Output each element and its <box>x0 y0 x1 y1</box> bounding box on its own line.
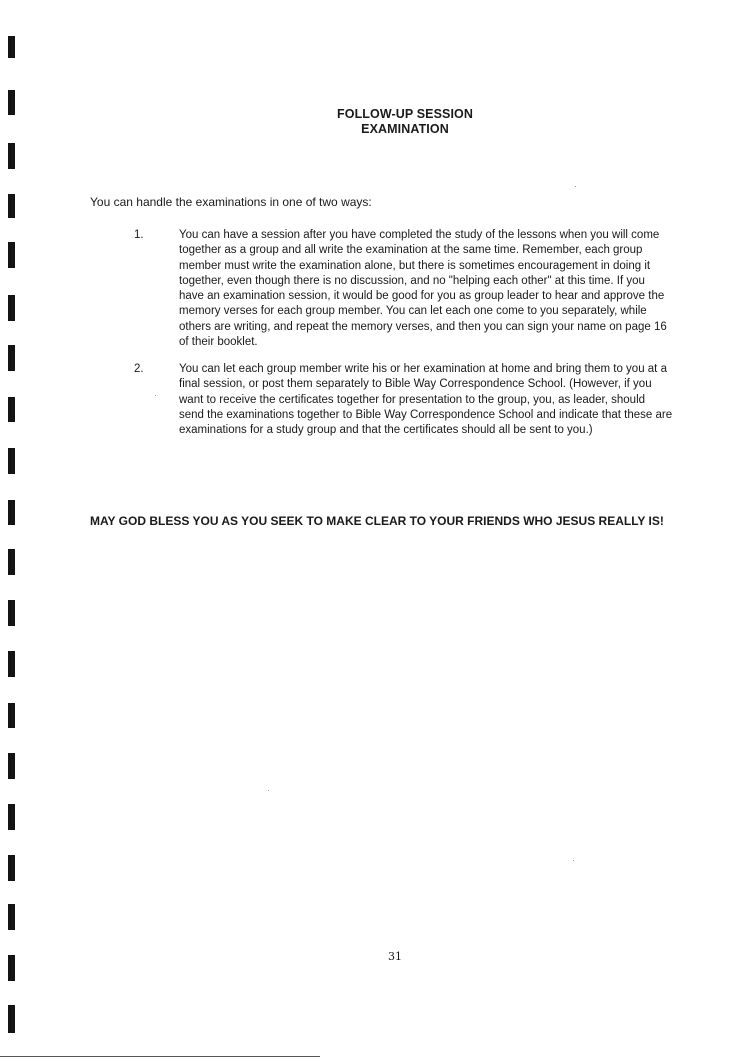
list-item-text <box>179 362 717 438</box>
binding-mark <box>8 549 15 575</box>
binding-mark <box>8 703 15 728</box>
scan-speck <box>573 860 574 861</box>
binding-mark <box>8 955 15 981</box>
binding-mark <box>8 753 15 779</box>
scan-speck <box>268 790 269 791</box>
binding-mark <box>8 345 15 371</box>
binding-mark <box>8 448 15 474</box>
binding-mark <box>8 242 15 268</box>
list-item-number: 1. <box>134 229 144 241</box>
scan-speck <box>155 395 156 396</box>
scan-speck <box>575 186 576 187</box>
page-subtitle: EXAMINATION <box>361 122 449 136</box>
binding-mark <box>8 1005 15 1033</box>
text-line: send the examinations together to Bible Way Correspondence School and indicate that these are <box>179 408 673 421</box>
list-item-number: 2. <box>134 363 144 375</box>
binding-mark <box>8 194 15 218</box>
text-line: others are writing, and repeat the memory verses, and then you can sign your name on page 16 <box>179 320 667 333</box>
binding-mark <box>8 651 15 677</box>
binding-mark <box>8 295 15 321</box>
text-line: of their booklet. <box>179 336 258 349</box>
binding-mark <box>8 855 15 881</box>
text-line: together, even though there is no discussion, and no "helping each other" at this time. If you <box>179 274 645 287</box>
page-number: 31 <box>388 950 402 963</box>
text-line: have an examination session, it would be good for you as group leader to hear and approve the <box>179 290 665 303</box>
binding-mark <box>8 397 15 422</box>
text-line: You can let each group member write his or her examination at home and bring them to you at a <box>179 363 667 375</box>
text-line: want to receive the certificates together for presentation to the group, you, as leader, should <box>179 393 646 406</box>
text-line: final session, or post them separately to Bible Way Correspondence School. (However, if you <box>179 378 652 391</box>
text-line: member must write the examination alone, but there is sometimes encouragement in doing it <box>179 259 651 272</box>
page-title: FOLLOW-UP SESSION <box>337 107 473 121</box>
binding-mark <box>8 904 15 930</box>
binding-mark <box>8 600 15 626</box>
list-item-text <box>179 228 717 350</box>
binding-mark <box>8 500 15 525</box>
text-line: memory verses for each group member. You can let each one come to you separately, while <box>179 305 647 318</box>
text-line: examinations for a study group and that the certificates should all be sent to you.) <box>179 424 593 437</box>
binding-mark <box>8 143 15 169</box>
bottom-edge-rule <box>0 1056 320 1057</box>
binding-hole-marks <box>8 0 16 1061</box>
closing-blessing: MAY GOD BLESS YOU AS YOU SEEK TO MAKE CLEAR TO YOUR FRIENDS WHO JESUS REALLY IS! <box>90 514 664 528</box>
binding-mark <box>8 90 15 115</box>
binding-mark <box>8 804 15 830</box>
text-line: You can have a session after you have completed the study of the lessons when you will come <box>179 229 660 241</box>
intro-text: You can handle the examinations in one of two ways: <box>90 195 372 209</box>
binding-mark <box>8 36 15 58</box>
text-line: together as a group and all write the examination at the same time. Remember, each group <box>179 244 643 257</box>
